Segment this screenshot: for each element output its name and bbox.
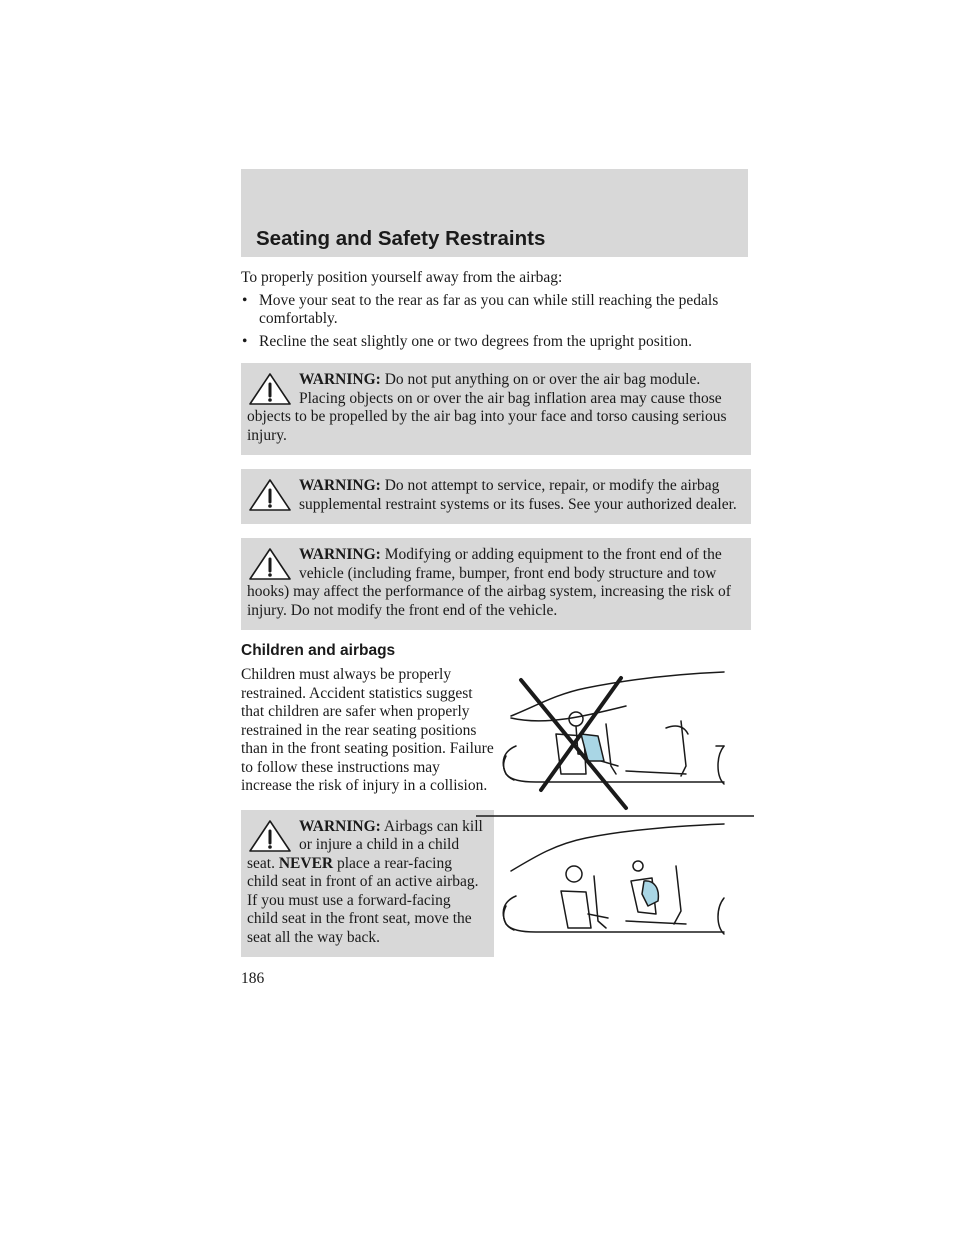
children-airbags-heading: Children and airbags [241,642,396,659]
correct-placement-car [503,824,724,934]
warning-text: Modifying or adding equipment to the front end of the vehicle (including frame, bumper, front end body structure and tow hooks) may affect the performance of the airbag system, increasing the risk of injury. Do not modify the front end of the vehicle. [247,546,731,619]
warning-triangle-icon [247,477,293,513]
warning-label: WARNING: [299,371,381,388]
warning-triangle-icon [247,546,293,582]
bullet-item: • Recline the seat slightly one or two degrees from the upright position. [242,332,693,350]
warning-box [241,810,494,958]
intro-text: To properly position yourself away from the airbag: [241,269,563,286]
children-body-text: Children must always be properly restrained. Accident statistics suggest that children are safer when properly restrained in the rear seating positions than in the front seating position. Failure to follow these instructions may increase the risk of injury in a collision. [241,666,494,794]
child-seat-illustration [476,666,754,951]
page-number: 186 [241,970,265,987]
children-text-column [241,666,494,957]
warning-label: WARNING: [299,817,381,835]
section-title: Seating and Safety Restraints [256,227,546,250]
position-bullet-list [241,292,751,352]
warning-text: Do not attempt to service, repair, or modify the airbag supplemental restraint systems or its fuses. See your authorized dealer. [299,477,737,513]
warning-text: Airbags can kill or injure a child in a child seat. [247,817,483,872]
warning-triangle-icon [247,371,293,407]
page-content [241,269,751,957]
bullet-item: • Move your seat to the rear as far as you can while still reaching the pedals comfortably. [242,291,719,327]
never-emphasis: NEVER [278,854,334,872]
warning-label: WARNING: [299,477,381,494]
children-section [241,666,751,957]
warning-box [241,538,751,630]
warning-text: place a rear-facing child seat in front of an active airbag. If you must use a forward-facing child seat in the front seat, move the seat all the way back. [247,854,479,946]
warning-triangle-icon [247,818,293,854]
warning-text: Do not put anything on or over the air bag module. Placing objects on or over the air bag inflation area may cause those objects to be propelled by the air bag into your face and torso causing serious injury. [247,371,727,444]
warning-box [241,363,751,455]
warning-box [241,469,751,524]
warning-label: WARNING: [299,546,381,563]
incorrect-placement-car [476,672,754,816]
section-header [241,169,748,257]
